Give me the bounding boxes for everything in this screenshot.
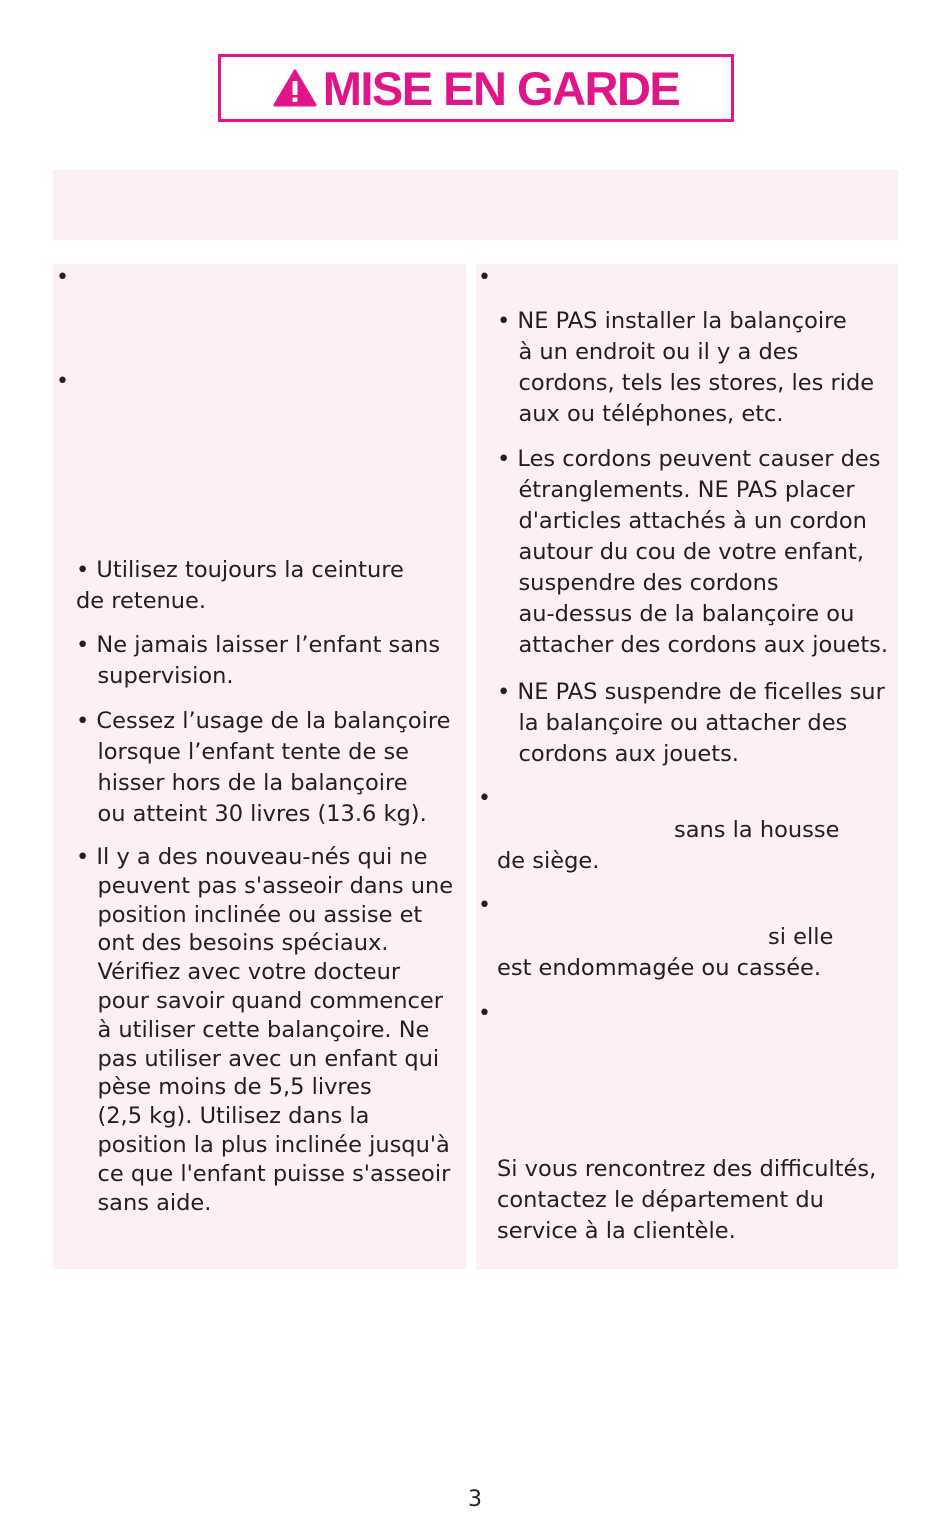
warning-triangle-icon [273, 68, 317, 108]
strings-warning: • NE PAS suspendre de ficelles sur la balançoire ou attacher des cordons aux jouets. [497, 679, 885, 767]
cords-location-warning: • NE PAS installer la balançoire à un endroit ou il y a des cordons, tels les stores, les ride aux ou téléphones, etc. [497, 308, 875, 427]
customer-service-note: Si vous rencontrez des difficultés, contactez le département du service à la clientèle. [497, 1156, 877, 1244]
warning-banner [53, 170, 898, 240]
bullet: • [478, 265, 491, 290]
strangulation-warning: • Les cordons peuvent causer des étranglements. NE PAS placer d'articles attachés à un cordon autour du cou de votre enfant, suspendre des cordons au-dessus de la balançoire ou attacher des cordons aux jouets. [497, 446, 889, 658]
bullet: • [478, 893, 491, 918]
damaged-warning-a: si elle [768, 924, 834, 950]
seat-belt-warning: • Utilisez toujours la ceinture de retenue. [76, 557, 404, 614]
newborns-warning: • Il y a des nouveau-nés qui ne peuvent pas s'asseoir dans une position inclinée ou assise et ont des besoins spéciaux. Vérifiez avec votre docteur pour savoir quand commencer à utiliser cette balançoire. Ne pas utiliser avec un enfant qui pèse moins de 5,5 livres (2,5 kg). Utilisez dans la position la plus inclinée jusqu'à ce que l'enfant puisse s'asseoir sans aide. [76, 844, 454, 1216]
bullet: • [478, 1001, 491, 1026]
damaged-warning-b: est endommagée ou cassée. [497, 955, 822, 981]
supervision-warning: • Ne jamais laisser l’enfant sans supervision. [76, 632, 441, 689]
seat-cover-warning-a: sans la housse [674, 817, 840, 843]
page-number: 3 [468, 1487, 482, 1512]
warning-header [218, 54, 734, 122]
bullet: • [56, 265, 69, 290]
bullet: • [56, 369, 69, 394]
seat-cover-warning-b: de siège. [497, 848, 600, 874]
stop-use-warning: • Cessez l’usage de la balançoire lorsque l’enfant tente de se hisser hors de la balançoire ou atteint 30 livres (13.6 kg). [76, 708, 451, 827]
bullet: • [478, 786, 491, 811]
warning-title: MISE EN GARDE [322, 61, 680, 115]
